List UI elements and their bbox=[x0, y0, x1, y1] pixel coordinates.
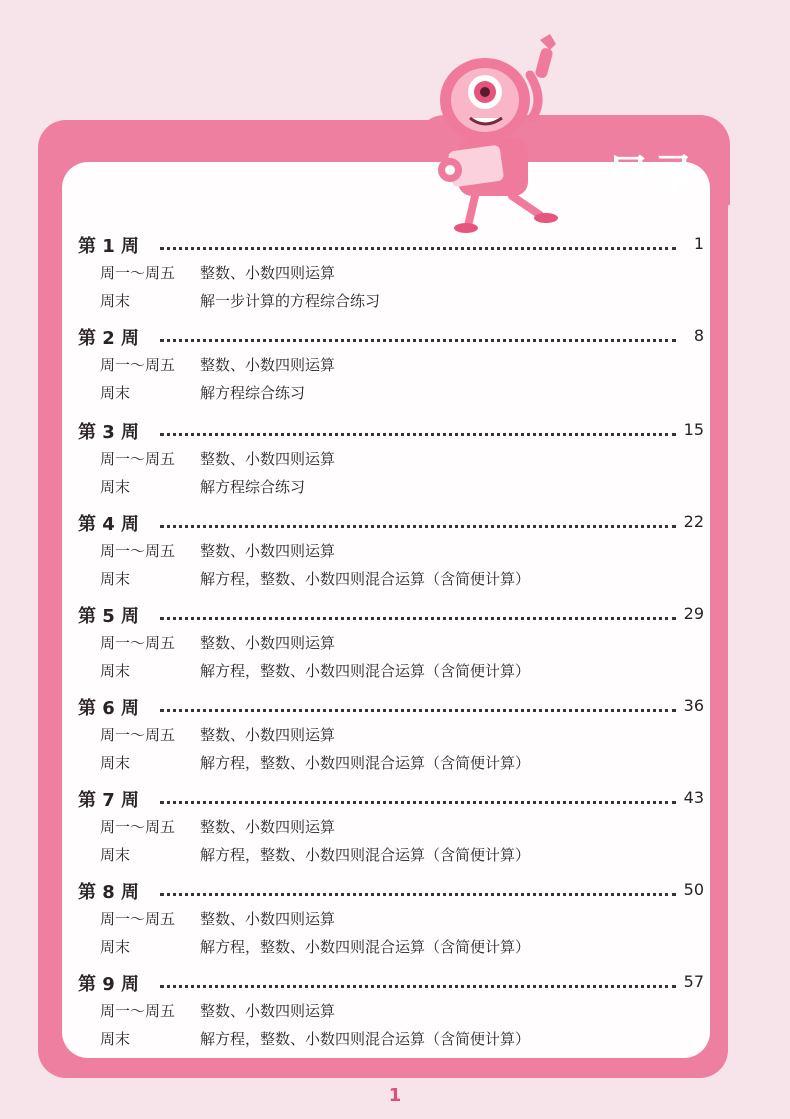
week-label: 第 2 周 bbox=[78, 328, 140, 349]
week-8[interactable] bbox=[78, 878, 704, 908]
week-page-number: 1 bbox=[693, 234, 704, 253]
week-page-number: 22 bbox=[683, 512, 704, 531]
week-page-number: 8 bbox=[693, 326, 704, 345]
week-4[interactable] bbox=[78, 510, 704, 540]
list-item: 周末 解方程，整数、小数四则混合运算（含简便计算） bbox=[100, 1030, 531, 1048]
week-5[interactable] bbox=[78, 602, 704, 632]
week-page-number: 36 bbox=[683, 696, 704, 715]
week-3[interactable] bbox=[78, 418, 704, 448]
week-1[interactable] bbox=[78, 232, 704, 262]
dot-leader bbox=[160, 339, 676, 342]
week-6[interactable] bbox=[78, 694, 704, 724]
list-item: 周一～周五 整数、小数四则运算 bbox=[100, 818, 336, 836]
week-page-number: 57 bbox=[683, 972, 704, 991]
week-9[interactable] bbox=[78, 970, 704, 1000]
week-7[interactable] bbox=[78, 786, 704, 816]
dot-leader bbox=[160, 893, 676, 896]
week-page-number: 15 bbox=[683, 420, 704, 439]
dot-leader bbox=[160, 801, 676, 804]
list-item: 周一～周五 整数、小数四则运算 bbox=[100, 910, 336, 928]
week-label: 第 9 周 bbox=[78, 974, 140, 995]
dot-leader bbox=[160, 985, 676, 988]
list-item: 周末 解方程综合练习 bbox=[100, 384, 306, 402]
week-label: 第 6 周 bbox=[78, 698, 140, 719]
page-title: 目录 bbox=[606, 151, 698, 202]
list-item: 周一～周五 整数、小数四则运算 bbox=[100, 356, 336, 374]
week-page-number: 29 bbox=[683, 604, 704, 623]
list-item: 周末 解方程，整数、小数四则混合运算（含简便计算） bbox=[100, 846, 531, 864]
week-2[interactable] bbox=[78, 324, 704, 354]
week-page-number: 50 bbox=[683, 880, 704, 899]
dot-leader bbox=[160, 247, 676, 250]
list-item: 周一～周五 整数、小数四则运算 bbox=[100, 264, 336, 282]
week-label: 第 5 周 bbox=[78, 606, 140, 627]
list-item: 周一～周五 整数、小数四则运算 bbox=[100, 542, 336, 560]
list-item: 周末 解方程，整数、小数四则混合运算（含简便计算） bbox=[100, 754, 531, 772]
list-item: 周一～周五 整数、小数四则运算 bbox=[100, 450, 336, 468]
list-item: 周一～周五 整数、小数四则运算 bbox=[100, 1002, 336, 1020]
dot-leader bbox=[160, 709, 676, 712]
list-item: 周一～周五 整数、小数四则运算 bbox=[100, 726, 336, 744]
week-page-number: 43 bbox=[683, 788, 704, 807]
dot-leader bbox=[160, 617, 676, 620]
week-label: 第 8 周 bbox=[78, 882, 140, 903]
list-item: 周末 解方程综合练习 bbox=[100, 478, 306, 496]
list-item: 周末 解一步计算的方程综合练习 bbox=[100, 292, 381, 310]
week-label: 第 4 周 bbox=[78, 514, 140, 535]
list-item: 周末 解方程，整数、小数四则混合运算（含简便计算） bbox=[100, 570, 531, 588]
list-item: 周末 解方程，整数、小数四则混合运算（含简便计算） bbox=[100, 662, 531, 680]
page-number: 1 bbox=[388, 1085, 402, 1106]
week-label: 第 1 周 bbox=[78, 236, 140, 257]
dot-leader bbox=[160, 525, 676, 528]
week-label: 第 7 周 bbox=[78, 790, 140, 811]
list-item: 周一～周五 整数、小数四则运算 bbox=[100, 634, 336, 652]
dot-leader bbox=[160, 433, 676, 436]
week-label: 第 3 周 bbox=[78, 422, 140, 443]
list-item: 周末 解方程，整数、小数四则混合运算（含简便计算） bbox=[100, 938, 531, 956]
